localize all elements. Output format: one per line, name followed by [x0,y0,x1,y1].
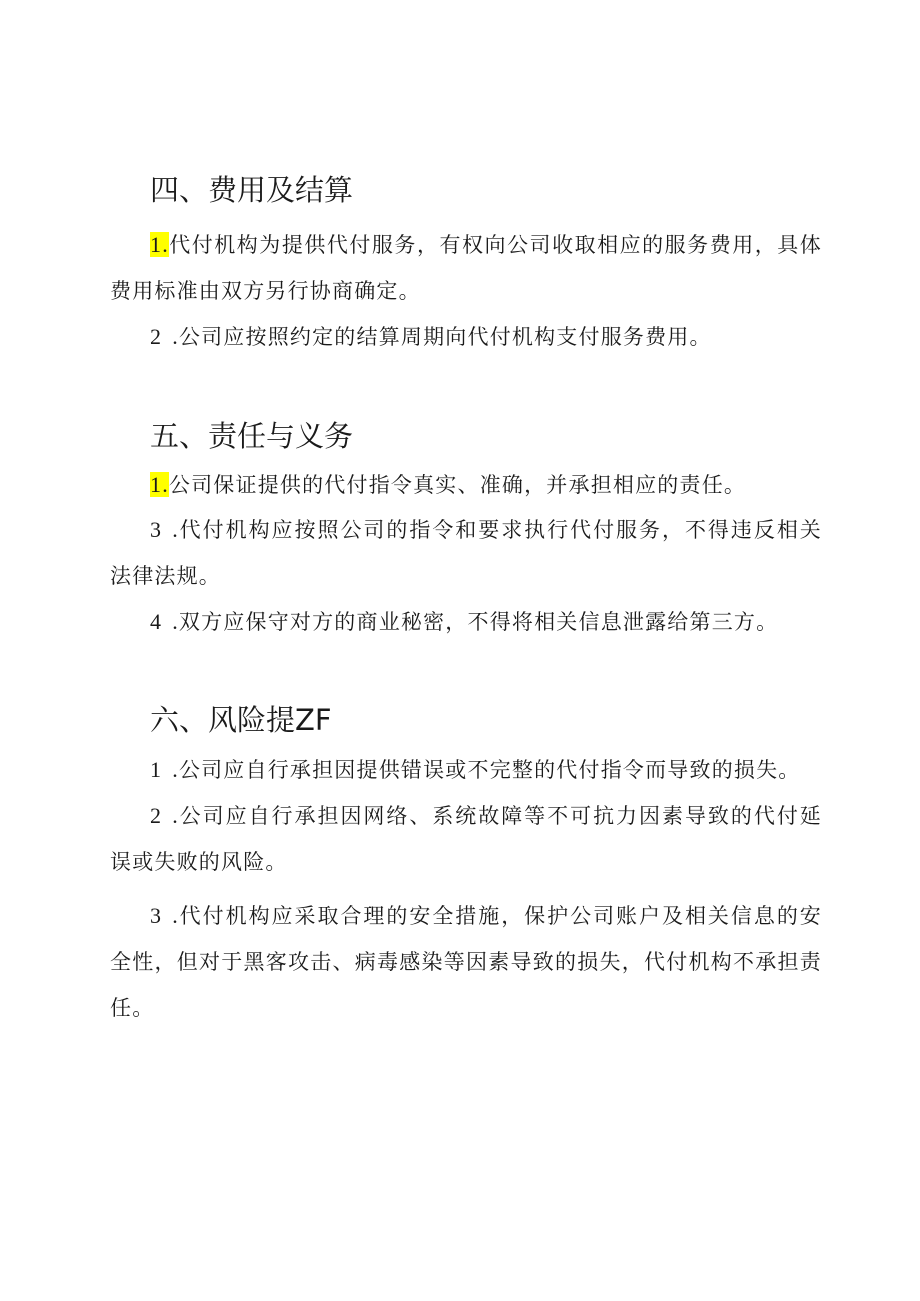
item-text: 公司应按照约定的结算周期向代付机构支付服务费用。 [178,325,712,349]
fees-item-2 [110,314,822,360]
item-number-dot: . [172,517,179,542]
section-heading-risk: 六、风险提ZF [150,703,332,737]
responsibilities-item-1 [110,462,822,508]
section-heading-fees: 四、费用及结算 [150,173,354,207]
item-number-highlighted: 1. [150,472,169,497]
item-number: 2 [150,803,163,828]
item-number: 4 [150,609,163,634]
item-text: 代付机构应采取合理的安全措施，保护公司账户及相关信息的安全性，但对于黑客攻击、病毒感染等因素导致的损失，代付机构不承担责任。 [110,904,822,1020]
item-number-dot: . [172,757,179,782]
item-number: 2 [150,324,163,349]
item-text: 双方应保守对方的商业秘密，不得将相关信息泄露给第三方。 [178,610,779,634]
item-text: 公司保证提供的代付指令真实、准确，并承担相应的责任。 [168,473,747,497]
item-number-highlighted: 1. [150,232,169,257]
item-number-dot: . [172,324,179,349]
item-number-dot: . [172,803,179,828]
item-number: 3 [150,903,163,928]
item-number: 1 [150,757,163,782]
item-number: 3 [150,517,163,542]
section-heading-responsibilities: 五、责任与义务 [150,419,354,453]
responsibilities-item-3 [110,507,822,599]
item-text: 代付机构应按照公司的指令和要求执行代付服务，不得违反相关法律法规。 [110,518,822,588]
item-number-dot: . [172,609,179,634]
item-text: 代付机构为提供代付服务，有权向公司收取相应的服务费用，具体费用标准由双方另行协商确定。 [110,233,822,303]
risk-item-1 [110,747,822,793]
responsibilities-item-4 [110,599,822,645]
risk-item-2 [110,793,822,885]
fees-item-1 [110,222,822,314]
risk-item-3 [110,893,822,1031]
item-number-dot: . [172,903,179,928]
item-text: 公司应自行承担因提供错误或不完整的代付指令而导致的损失。 [178,758,801,782]
item-text: 公司应自行承担因网络、系统故障等不可抗力因素导致的代付延误或失败的风险。 [110,804,822,874]
